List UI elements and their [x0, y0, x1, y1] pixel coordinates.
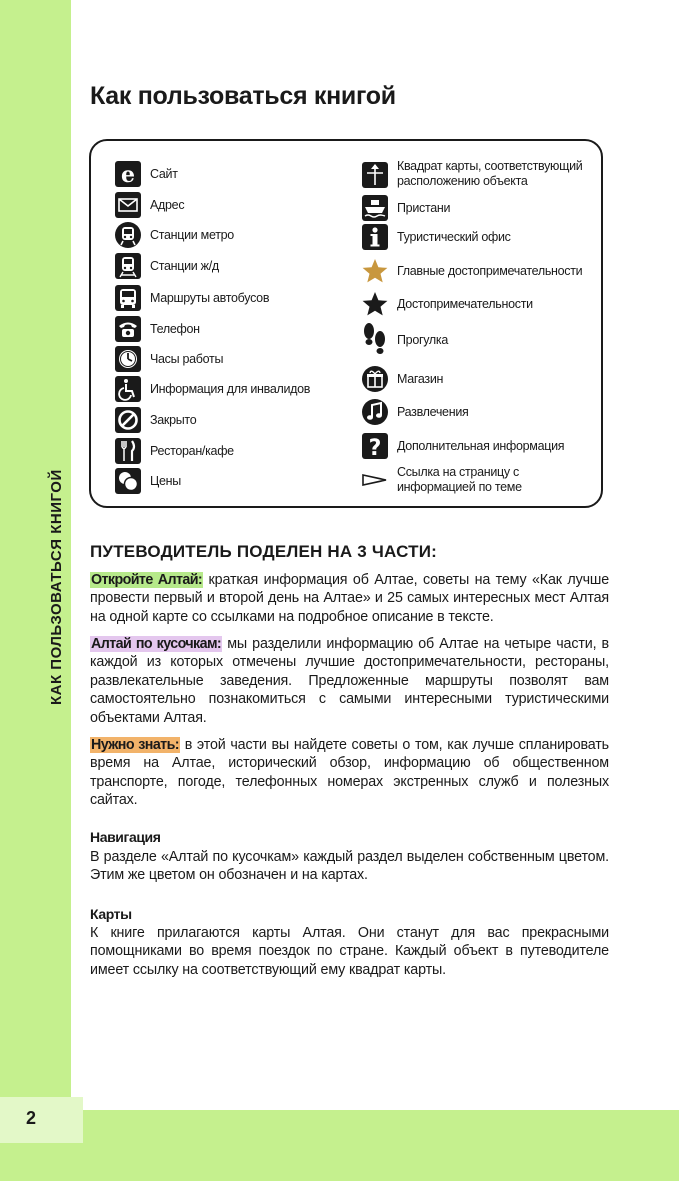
part2-text: мы разделили информацию об Алтае на четыре части, в каждой из которых отмечены лучшие достопримечательности, рестораны, развлекательные заведения. Предложенные маршруты позволят вам самостоятельно познакомиться с самыми интересными туристическими объектами Алтая. — [90, 636, 609, 726]
legend-label: Закрыто — [150, 412, 197, 427]
legend-label: Достопримечательности — [397, 296, 533, 311]
legend-item-prices — [114, 467, 181, 495]
legend-label: Ресторан/кафе — [150, 443, 234, 458]
icon-legend — [89, 139, 603, 508]
legend-label: Сайт — [150, 166, 178, 181]
legend-label: Прогулка — [397, 332, 449, 347]
legend-item-additional-info — [361, 432, 564, 460]
legend-label: Станции ж/д — [150, 258, 219, 273]
legend-item-website — [114, 160, 178, 188]
legend-item-accessibility — [114, 375, 310, 403]
legend-item-address — [114, 191, 184, 219]
legend-item-shop — [361, 365, 443, 393]
gift-icon — [361, 365, 389, 393]
bottom-color-band — [83, 1110, 679, 1181]
legend-item-bus — [114, 284, 269, 312]
maps-heading: Карты — [90, 906, 132, 922]
metro-icon — [114, 221, 142, 249]
navigation-heading: Навигация — [90, 829, 161, 845]
legend-label: Ссылка на страницу с информацией по теме — [397, 465, 522, 494]
legend-item-metro — [114, 221, 234, 249]
legend-label: Адрес — [150, 197, 185, 212]
page-link-arrow-icon — [361, 466, 389, 494]
envelope-icon — [114, 191, 142, 219]
svg-text:?: ? — [368, 436, 382, 460]
train-icon — [114, 252, 142, 280]
legend-item-main-sights — [361, 257, 582, 285]
legend-item-restaurant — [114, 437, 234, 465]
legend-label: Цены — [150, 473, 181, 488]
legend-label: Дополнительная информация — [397, 438, 565, 453]
bottom-color-band-left — [0, 1143, 83, 1181]
part2-label: Алтай по кусочкам: — [91, 636, 222, 652]
wheelchair-icon — [114, 375, 142, 403]
ship-icon — [361, 194, 389, 222]
legend-item-hours — [114, 345, 223, 373]
legend-label: Магазин — [397, 371, 444, 386]
legend-label: Станции метро — [150, 227, 234, 242]
legend-item-sights — [361, 290, 533, 318]
legend-item-phone — [114, 315, 200, 343]
legend-label: Информация для инвалидов — [150, 381, 311, 396]
bus-icon — [114, 284, 142, 312]
legend-label: Маршруты автобусов — [150, 290, 270, 305]
footprints-icon — [361, 321, 389, 359]
part1-paragraph — [90, 571, 609, 626]
closed-icon — [114, 406, 142, 434]
part1-label: Откройте Алтай: — [91, 572, 203, 588]
legend-label: Развлечения — [397, 404, 469, 419]
legend-label: Телефон — [150, 321, 200, 336]
part3-text: в этой части вы найдете советы о том, как лучше спланировать время на Алтае, исторический обзор, информацию об общественном транспорте, погоде, телефонных номерах экстренных служб и полезных сайтах. — [90, 737, 609, 809]
gold-star-icon — [361, 257, 389, 285]
side-section-label: КАК ПОЛЬЗОВАТЬСЯ КНИГОЙ — [48, 469, 65, 705]
legend-item-piers — [361, 194, 450, 222]
question-icon — [361, 432, 389, 460]
legend-item-walk — [361, 321, 448, 359]
section-heading: ПУТЕВОДИТЕЛЬ ПОДЕЛЕН НА 3 ЧАСТИ: — [90, 542, 437, 561]
legend-item-closed — [114, 406, 196, 434]
map-square-icon — [361, 161, 389, 189]
legend-label: Часы работы — [150, 351, 224, 366]
legend-item-map-square — [361, 159, 597, 189]
part2-paragraph — [90, 635, 609, 727]
legend-label: Главные достопримечательности — [397, 263, 583, 278]
legend-label: Пристани — [397, 200, 451, 215]
legend-label: Квадрат карты, соответствующий расположению объекта — [397, 159, 583, 188]
page-title: Как пользоваться книгой — [90, 82, 396, 110]
maps-text: К книге прилагаются карты Алтая. Они станут для вас прекрасными помощниками во время поездок по стране. Каждый объект в путеводителе имеет ссылку на соответствующий ему квадрат карты. — [90, 925, 609, 978]
info-icon — [361, 223, 389, 251]
part1-text: краткая информация об Алтае, советы на тему «Как лучше провести первый и второй день на Алтае» и 25 самых интересных мест Алтая на одной карте со ссылками на подробное описание в тексте. — [90, 572, 609, 625]
legend-item-railway — [114, 252, 219, 280]
part3-paragraph — [90, 736, 609, 810]
page-number: 2 — [25, 1108, 36, 1128]
legend-label: Туристический офис — [397, 229, 511, 244]
cutlery-icon — [114, 437, 142, 465]
legend-item-entertainment — [361, 398, 468, 426]
price-icon — [114, 467, 142, 495]
music-note-icon — [361, 398, 389, 426]
part3-label: Нужно знать: — [91, 737, 179, 753]
svg-text:e: e — [121, 162, 135, 188]
legend-item-tourist-office — [361, 223, 511, 251]
website-icon — [114, 160, 142, 188]
black-star-icon — [361, 290, 389, 318]
navigation-text: В разделе «Алтай по кусочкам» каждый раздел выделен собственным цветом. Этим же цветом он обозначен и на картах. — [90, 849, 609, 884]
legend-item-page-link — [361, 465, 547, 495]
phone-icon — [114, 315, 142, 343]
clock-icon — [114, 345, 142, 373]
